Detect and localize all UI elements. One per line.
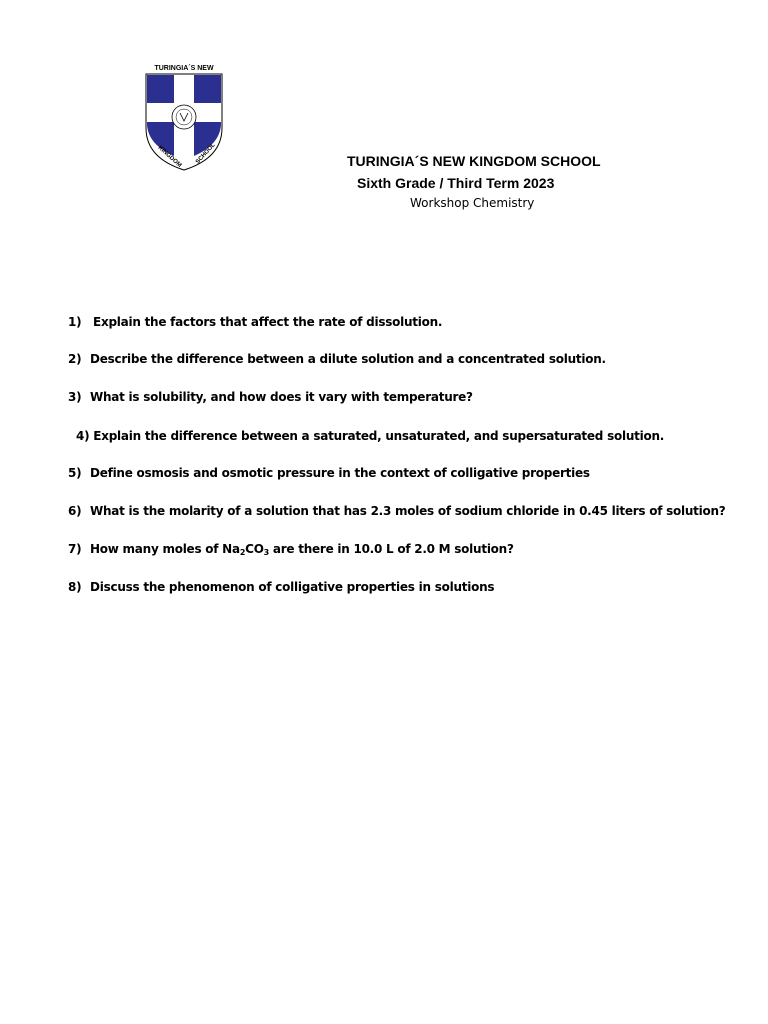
logo-text-left: KINGDOM bbox=[156, 145, 183, 169]
logo-text-top: TURINGIA´S NEW bbox=[154, 65, 214, 72]
question-number: 3) bbox=[68, 390, 82, 404]
question-number: 2) bbox=[68, 352, 82, 366]
logo-text-right: SCHOOL bbox=[195, 142, 217, 166]
question-text: What is solubility, and how does it vary with temperature? bbox=[90, 390, 473, 404]
question-4 bbox=[76, 429, 664, 443]
question-text: Define osmosis and osmotic pressure in the context of colligative properties bbox=[90, 466, 590, 480]
shield-icon bbox=[138, 62, 230, 174]
question-number: 6) bbox=[68, 504, 82, 518]
question-2 bbox=[68, 352, 606, 366]
workshop-subtitle: Workshop Chemistry bbox=[410, 196, 535, 210]
question-8 bbox=[68, 580, 494, 594]
question-number: 5) bbox=[68, 466, 82, 480]
subscript-3: 3 bbox=[263, 548, 269, 557]
question-number: 4) bbox=[76, 429, 90, 443]
question-number: 1) bbox=[68, 315, 82, 329]
question-text-before: How many moles of Na bbox=[90, 542, 240, 556]
question-text: Discuss the phenomenon of colligative properties in solutions bbox=[90, 580, 495, 594]
question-text: What is the molarity of a solution that has 2.3 moles of sodium chloride in 0.45 liters of solution? bbox=[90, 504, 726, 518]
grade-term: Sixth Grade / Third Term 2023 bbox=[357, 175, 555, 191]
question-number: 7) bbox=[68, 542, 82, 556]
question-7 bbox=[68, 542, 514, 557]
question-5 bbox=[68, 466, 590, 480]
question-text: Explain the difference between a saturated, unsaturated, and supersaturated solution. bbox=[93, 429, 665, 443]
question-text-mid: CO bbox=[245, 542, 264, 556]
question-3 bbox=[68, 390, 473, 404]
question-1 bbox=[68, 315, 442, 329]
subscript-2: 2 bbox=[239, 548, 246, 557]
question-text: Describe the difference between a dilute solution and a concentrated solution. bbox=[90, 352, 606, 366]
question-6 bbox=[68, 504, 725, 518]
question-text: Explain the factors that affect the rate of dissolution. bbox=[93, 315, 443, 329]
school-name: TURINGIA´S NEW KINGDOM SCHOOL bbox=[347, 153, 601, 169]
question-text-after: are there in 10.0 L of 2.0 M solution? bbox=[268, 542, 514, 556]
school-logo bbox=[138, 62, 230, 174]
question-number: 8) bbox=[68, 580, 82, 594]
